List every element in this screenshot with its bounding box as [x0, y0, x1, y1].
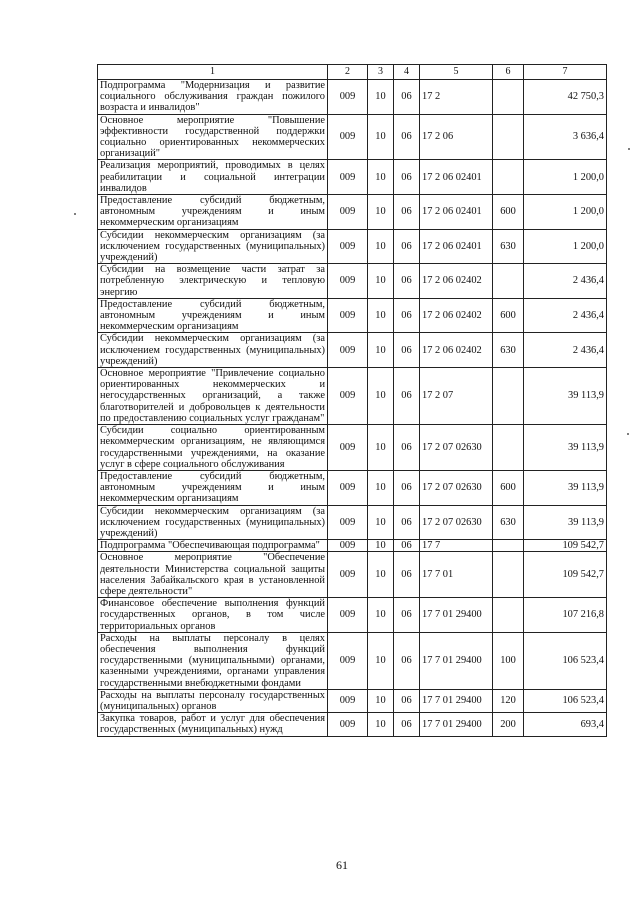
row-pr-cell: 06: [394, 425, 420, 471]
row-sum-cell: 39 113,9: [524, 470, 607, 505]
row-pr-cell: 06: [394, 632, 420, 689]
column-header: 7: [524, 65, 607, 80]
row-sum-cell: 1 200,0: [524, 195, 607, 230]
row-vr-cell: [493, 540, 524, 552]
column-header: 1: [98, 65, 328, 80]
row-sum-cell: 39 113,9: [524, 505, 607, 540]
row-rz-cell: 10: [368, 160, 394, 195]
row-csr-cell: 17 7 01 29400: [420, 632, 493, 689]
row-name-cell: Закупка товаров, работ и услуг для обеспечения государственных (муниципальных) нужд: [98, 713, 328, 736]
row-rz-cell: 10: [368, 632, 394, 689]
row-pr-cell: 06: [394, 470, 420, 505]
row-csr-cell: 17 2 06 02402: [420, 298, 493, 333]
row-rz-cell: 10: [368, 80, 394, 115]
row-name-cell: Субсидии социально ориентированным некоммерческим организациям, не являющимся государственными учреждениями, на оказание услуг в сфере социального обслуживания: [98, 425, 328, 471]
row-name-cell: Подпрограмма "Обеспечивающая подпрограмма": [98, 540, 328, 552]
row-vr-cell: 600: [493, 470, 524, 505]
row-csr-cell: 17 2 06 02402: [420, 333, 493, 368]
table-row: [98, 114, 607, 160]
row-pr-cell: 06: [394, 540, 420, 552]
row-vr-cell: [493, 368, 524, 425]
row-rz-cell: 10: [368, 229, 394, 264]
row-name-cell: Основное мероприятие "Обеспечение деятельности Министерства социальной защиты населения Забайкальского края в установленной сфере деятельности": [98, 552, 328, 598]
row-rz-cell: 10: [368, 598, 394, 633]
row-name-cell: Предоставление субсидий бюджетным, автономным учреждениям и иным некоммерческим организациям: [98, 298, 328, 333]
row-rz-cell: 10: [368, 713, 394, 736]
row-csr-cell: 17 2: [420, 80, 493, 115]
row-sum-cell: 39 113,9: [524, 425, 607, 471]
row-vr-cell: [493, 552, 524, 598]
row-pr-cell: 06: [394, 264, 420, 299]
column-header: 6: [493, 65, 524, 80]
row-sum-cell: 693,4: [524, 713, 607, 736]
row-ved-cell: 009: [328, 368, 368, 425]
row-vr-cell: [493, 80, 524, 115]
row-name-cell: Субсидии на возмещение части затрат за потребленную электрическую и тепловую энергию: [98, 264, 328, 299]
row-ved-cell: 009: [328, 552, 368, 598]
row-rz-cell: 10: [368, 552, 394, 598]
row-vr-cell: 630: [493, 229, 524, 264]
table-row: [98, 505, 607, 540]
row-sum-cell: 1 200,0: [524, 229, 607, 264]
row-name-cell: Предоставление субсидий бюджетным, автономным учреждениям и иным некоммерческим организациям: [98, 470, 328, 505]
row-csr-cell: 17 7 01 29400: [420, 689, 493, 712]
row-pr-cell: 06: [394, 552, 420, 598]
row-vr-cell: [493, 114, 524, 160]
row-rz-cell: 10: [368, 540, 394, 552]
row-pr-cell: 06: [394, 114, 420, 160]
row-rz-cell: 10: [368, 195, 394, 230]
row-csr-cell: 17 2 06 02401: [420, 195, 493, 230]
column-header: 3: [368, 65, 394, 80]
row-csr-cell: 17 2 06: [420, 114, 493, 160]
row-name-cell: Основное мероприятие "Повышение эффективности государственной поддержки социально ориентированных некоммерческих организаций": [98, 114, 328, 160]
row-rz-cell: 10: [368, 368, 394, 425]
row-pr-cell: 06: [394, 333, 420, 368]
column-header: 2: [328, 65, 368, 80]
budget-table: [97, 64, 607, 737]
row-ved-cell: 009: [328, 80, 368, 115]
table-row: [98, 229, 607, 264]
row-pr-cell: 06: [394, 298, 420, 333]
table-row: [98, 598, 607, 633]
row-sum-cell: 42 750,3: [524, 80, 607, 115]
row-ved-cell: 009: [328, 598, 368, 633]
row-vr-cell: 200: [493, 713, 524, 736]
table-row: [98, 195, 607, 230]
row-vr-cell: [493, 160, 524, 195]
table-header-row: [98, 65, 607, 80]
row-ved-cell: 009: [328, 114, 368, 160]
scan-speck: [627, 433, 629, 435]
row-name-cell: Реализация мероприятий, проводимых в целях реабилитации и социальной интеграции инвалидов: [98, 160, 328, 195]
row-sum-cell: 2 436,4: [524, 264, 607, 299]
row-ved-cell: 009: [328, 470, 368, 505]
row-name-cell: Предоставление субсидий бюджетным, автономным учреждениям и иным некоммерческим организациям: [98, 195, 328, 230]
row-sum-cell: 3 636,4: [524, 114, 607, 160]
row-sum-cell: 109 542,7: [524, 540, 607, 552]
table-row: [98, 160, 607, 195]
row-csr-cell: 17 2 06 02401: [420, 229, 493, 264]
row-vr-cell: 100: [493, 632, 524, 689]
row-name-cell: Основное мероприятие "Привлечение социально ориентированных некоммерческих и негосударственных организаций, а также благотворителей и добровольцев к деятельности по предоставлению социальных услуг гражданам": [98, 368, 328, 425]
row-csr-cell: 17 7 01 29400: [420, 598, 493, 633]
scan-speck: [628, 148, 630, 150]
row-name-cell: Расходы на выплаты персоналу государственных (муниципальных) органов: [98, 689, 328, 712]
row-ved-cell: 009: [328, 264, 368, 299]
table-row: [98, 425, 607, 471]
row-sum-cell: 2 436,4: [524, 333, 607, 368]
row-name-cell: Субсидии некоммерческим организациям (за исключением государственных (муниципальных) учреждений): [98, 333, 328, 368]
row-rz-cell: 10: [368, 298, 394, 333]
row-csr-cell: 17 2 07 02630: [420, 425, 493, 471]
table-row: [98, 470, 607, 505]
row-name-cell: Расходы на выплаты персоналу в целях обеспечения выполнения функций государственными (муниципальными) органами, казенными учреждениями, органами управления государственными внебюджетными фондами: [98, 632, 328, 689]
row-csr-cell: 17 2 06 02402: [420, 264, 493, 299]
row-pr-cell: 06: [394, 160, 420, 195]
row-csr-cell: 17 2 07 02630: [420, 505, 493, 540]
row-ved-cell: 009: [328, 333, 368, 368]
row-vr-cell: 120: [493, 689, 524, 712]
table-row: [98, 264, 607, 299]
row-ved-cell: 009: [328, 713, 368, 736]
row-rz-cell: 10: [368, 114, 394, 160]
row-ved-cell: 009: [328, 229, 368, 264]
row-pr-cell: 06: [394, 229, 420, 264]
row-pr-cell: 06: [394, 195, 420, 230]
row-csr-cell: 17 2 07: [420, 368, 493, 425]
row-sum-cell: 106 523,4: [524, 689, 607, 712]
table-row: [98, 540, 607, 552]
row-vr-cell: 600: [493, 298, 524, 333]
table-body: [98, 80, 607, 737]
row-sum-cell: 2 436,4: [524, 298, 607, 333]
table-row: [98, 552, 607, 598]
row-rz-cell: 10: [368, 425, 394, 471]
row-vr-cell: 630: [493, 333, 524, 368]
column-header: 4: [394, 65, 420, 80]
row-pr-cell: 06: [394, 598, 420, 633]
table-row: [98, 333, 607, 368]
row-name-cell: Субсидии некоммерческим организациям (за исключением государственных (муниципальных) учреждений): [98, 229, 328, 264]
scan-speck: [74, 213, 76, 215]
row-ved-cell: 009: [328, 540, 368, 552]
table-row: [98, 713, 607, 736]
row-vr-cell: 600: [493, 195, 524, 230]
row-csr-cell: 17 2 06 02401: [420, 160, 493, 195]
table-row: [98, 689, 607, 712]
row-sum-cell: 107 216,8: [524, 598, 607, 633]
page-number: 61: [336, 858, 348, 872]
row-ved-cell: 009: [328, 298, 368, 333]
row-sum-cell: 39 113,9: [524, 368, 607, 425]
row-ved-cell: 009: [328, 505, 368, 540]
row-csr-cell: 17 7 01: [420, 552, 493, 598]
column-header: 5: [420, 65, 493, 80]
row-rz-cell: 10: [368, 505, 394, 540]
table-row: [98, 80, 607, 115]
row-rz-cell: 10: [368, 264, 394, 299]
row-csr-cell: 17 7 01 29400: [420, 713, 493, 736]
row-name-cell: Финансовое обеспечение выполнения функций государственных органов, в том числе территориальных органов: [98, 598, 328, 633]
row-vr-cell: 630: [493, 505, 524, 540]
row-pr-cell: 06: [394, 713, 420, 736]
row-pr-cell: 06: [394, 80, 420, 115]
row-name-cell: Субсидии некоммерческим организациям (за исключением государственных (муниципальных) учреждений): [98, 505, 328, 540]
row-ved-cell: 009: [328, 632, 368, 689]
row-pr-cell: 06: [394, 368, 420, 425]
row-ved-cell: 009: [328, 160, 368, 195]
row-sum-cell: 109 542,7: [524, 552, 607, 598]
row-ved-cell: 009: [328, 689, 368, 712]
row-csr-cell: 17 7: [420, 540, 493, 552]
row-vr-cell: [493, 264, 524, 299]
row-vr-cell: [493, 598, 524, 633]
row-pr-cell: 06: [394, 505, 420, 540]
row-sum-cell: 106 523,4: [524, 632, 607, 689]
row-rz-cell: 10: [368, 470, 394, 505]
row-pr-cell: 06: [394, 689, 420, 712]
row-csr-cell: 17 2 07 02630: [420, 470, 493, 505]
row-sum-cell: 1 200,0: [524, 160, 607, 195]
row-ved-cell: 009: [328, 425, 368, 471]
table-row: [98, 298, 607, 333]
row-rz-cell: 10: [368, 689, 394, 712]
row-vr-cell: [493, 425, 524, 471]
row-rz-cell: 10: [368, 333, 394, 368]
table-row: [98, 632, 607, 689]
row-ved-cell: 009: [328, 195, 368, 230]
table-row: [98, 368, 607, 425]
row-name-cell: Подпрограмма "Модернизация и развитие социального обслуживания граждан пожилого возраста и инвалидов": [98, 80, 328, 115]
